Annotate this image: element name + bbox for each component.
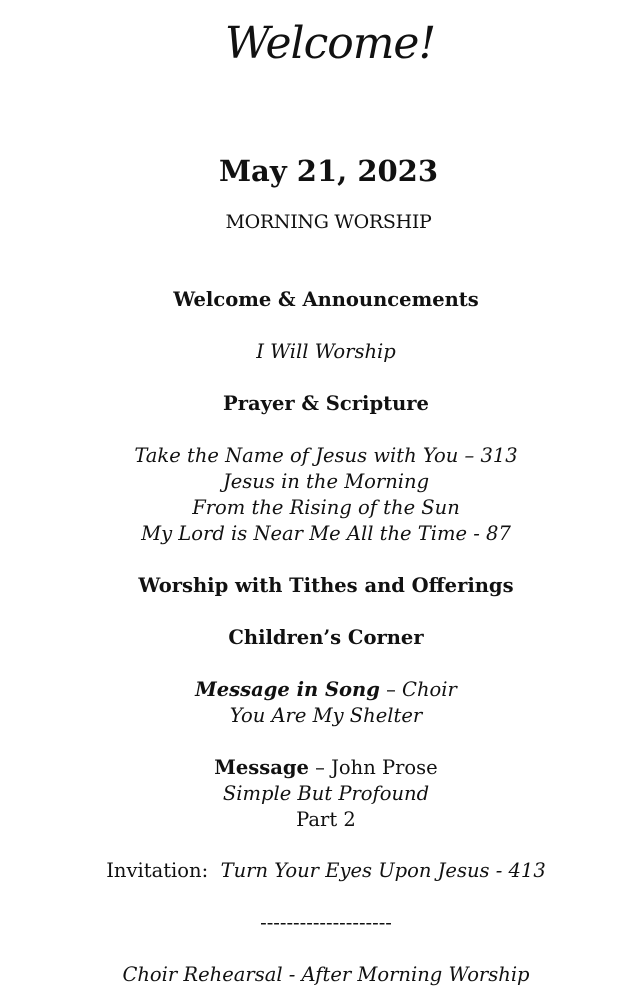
message-line: [0, 755, 627, 781]
service-name: MORNING WORSHIP: [225, 211, 432, 233]
invitation-line: [0, 858, 627, 884]
message-speaker: John Prose: [331, 756, 438, 779]
hymn-3: From the Rising of the Sun: [192, 496, 460, 519]
message-part: Part 2: [296, 808, 356, 831]
message-in-song-performer: Choir: [402, 678, 457, 701]
opening-song: I Will Worship: [256, 340, 396, 363]
footer-note: Choir Rehearsal - After Morning Worship: [122, 963, 530, 986]
invitation-song: Turn Your Eyes Upon Jesus - 413: [220, 859, 546, 882]
hymn-4: My Lord is Near Me All the Time - 87: [141, 522, 511, 545]
message-in-song-separator: –: [379, 678, 403, 701]
prayer-scripture-heading: Prayer & Scripture: [223, 392, 429, 415]
welcome-title: Welcome!: [224, 18, 436, 69]
tithes-offerings-heading: Worship with Tithes and Offerings: [138, 574, 514, 597]
hymn-1: Take the Name of Jesus with You – 313: [134, 444, 518, 467]
service-date: May 21, 2023: [218, 154, 439, 188]
message-label: Message: [214, 756, 309, 779]
childrens-corner-heading: Children’s Corner: [228, 626, 424, 649]
message-in-song-title: You Are My Shelter: [229, 704, 423, 727]
message-in-song-line: [0, 677, 627, 703]
divider: --------------------: [260, 911, 392, 934]
hymn-2: Jesus in the Morning: [222, 470, 430, 493]
welcome-announcements-heading: Welcome & Announcements: [173, 288, 479, 311]
message-separator: –: [308, 756, 332, 779]
invitation-label: Invitation:: [106, 859, 221, 882]
message-title: Simple But Profound: [222, 782, 430, 805]
message-in-song-label: Message in Song: [195, 678, 380, 701]
